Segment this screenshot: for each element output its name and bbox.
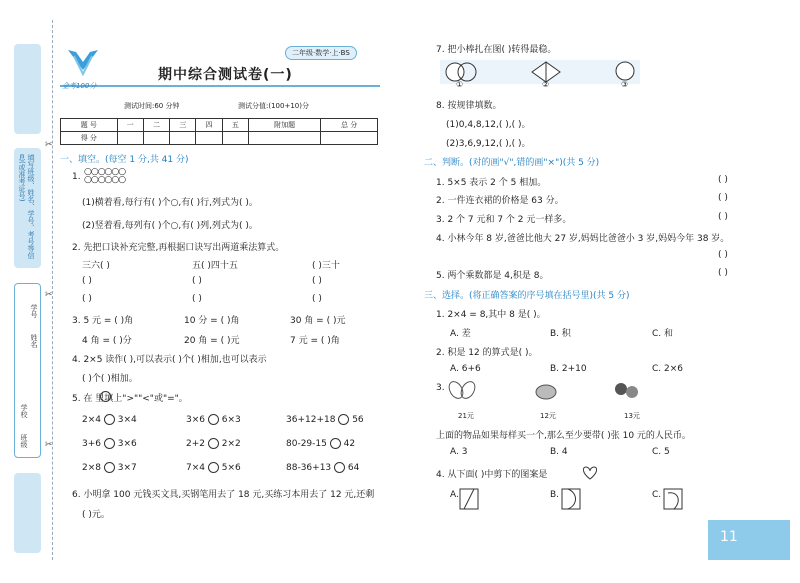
judge-item: 5. 两个乘数都是 4,积是 8。 <box>436 271 549 281</box>
q5-row <box>82 414 137 425</box>
c3-price: 12元 <box>540 412 556 420</box>
judge-paren[interactable]: ( ) <box>718 268 728 278</box>
cut-icon: ✂ <box>45 290 53 300</box>
q2-cell: ( ) <box>192 276 202 286</box>
q5-expr: 3×7 <box>117 463 137 473</box>
q7-label: ② <box>542 80 550 89</box>
score-cell[interactable] <box>117 132 143 145</box>
compare-circle[interactable] <box>104 414 115 425</box>
judge-item: 1. 5×5 表示 2 个 5 相加。 <box>436 178 547 188</box>
score-cell: 得 分 <box>61 132 118 145</box>
q5: 5. 在 里填上">""<"或"="。 <box>72 394 188 404</box>
q5-row <box>286 414 364 425</box>
c3-option[interactable]: A. 3 <box>450 447 468 457</box>
side-label-school: 学校 <box>20 404 28 418</box>
judge-paren[interactable]: ( ) <box>718 175 728 185</box>
c4-option[interactable]: C. <box>652 490 662 500</box>
judge-paren[interactable]: ( ) <box>718 250 728 260</box>
q1-number: 1. <box>72 172 81 182</box>
q1b: (2)竖着看,每列有( )个○,有( )列,列式为( )。 <box>82 221 258 231</box>
c4-shape-b <box>560 487 582 511</box>
q5-expr: 3×6 <box>186 415 205 425</box>
c3: 3. <box>436 383 445 393</box>
section-fill-in: 一、填空。(每空 1 分,共 41 分) <box>60 155 189 165</box>
q7-label: ③ <box>621 80 629 89</box>
q4a: 4. 2×5 读作( ),可以表示( )个( )相加,也可以表示 <box>72 355 267 365</box>
compare-circle[interactable] <box>104 462 115 473</box>
q5-expr: 88-36+13 <box>286 463 332 473</box>
c2-option[interactable]: C. 2×6 <box>652 364 683 374</box>
side-box-2 <box>14 148 41 268</box>
c1-option[interactable]: C. 和 <box>652 329 674 339</box>
q3-item: 3. 5 元 = ( )角 <box>72 316 134 326</box>
side-info-box <box>14 283 41 458</box>
q3-item: 20 角 = ( )元 <box>184 336 240 346</box>
q3-item: 10 分 = ( )角 <box>184 316 240 326</box>
q5-expr: 2×2 <box>221 439 241 449</box>
q5-expr: 5×6 <box>221 463 241 473</box>
q5-expr: 64 <box>347 463 360 473</box>
q8b: (2)3,6,9,12,( ),( )。 <box>446 139 531 149</box>
score-cell[interactable] <box>170 132 196 145</box>
c3-question: 上面的物品如果每样买一个,那么至少要带( )张 10 元的人民币。 <box>436 431 691 441</box>
q5-row <box>82 462 137 473</box>
judge-item: 4. 小林今年 8 岁,爸爸比他大 27 岁,妈妈比爸爸小 3 岁,妈妈今年 38 岁。 <box>436 234 730 244</box>
q2-cell: 三六( ) <box>82 261 110 271</box>
q2-cell: ( ) <box>192 294 202 304</box>
q7: 7. 把小棒扎在图( )转得最稳。 <box>436 45 557 55</box>
compare-circle-icon <box>100 391 111 402</box>
q5-expr: 2+2 <box>186 439 205 449</box>
q2-cell: ( ) <box>82 294 92 304</box>
score-head: 三 <box>170 119 196 132</box>
score-head: 题 号 <box>61 119 118 132</box>
heart-icon <box>580 465 600 481</box>
c4-option[interactable]: B. <box>550 490 560 500</box>
c3-price: 13元 <box>624 412 640 420</box>
q7-label: ① <box>456 80 464 89</box>
compare-circle[interactable] <box>208 462 219 473</box>
section-choice: 三、选择。(将正确答案的序号填在括号里)(共 5 分) <box>424 291 630 301</box>
q8a: (1)0,4,8,12,( ),( )。 <box>446 120 531 130</box>
side-box-3 <box>14 473 41 553</box>
side-label-id: 学号 <box>30 304 38 318</box>
q5-expr: 3×6 <box>117 439 137 449</box>
q2-cell: ( )三十 <box>312 261 340 271</box>
judge-item: 3. 2 个 7 元和 7 个 2 元一样多。 <box>436 215 572 225</box>
q5-expr: 6×3 <box>221 415 241 425</box>
side-note: 填写班级、姓名、学号、考号等信息(或准考证号) <box>18 154 35 259</box>
q2-cell: ( ) <box>312 294 322 304</box>
c4-shape-a <box>458 487 480 511</box>
compare-circle[interactable] <box>208 414 219 425</box>
score-head: 四 <box>196 119 222 132</box>
q5-expr: 7×4 <box>186 463 205 473</box>
judge-paren[interactable]: ( ) <box>718 193 728 203</box>
q5-row <box>82 438 137 449</box>
grade-tag: 二年级·数学·上·BS <box>285 46 357 60</box>
q5-expr: 42 <box>343 439 356 449</box>
score-cell[interactable] <box>321 132 378 145</box>
c4-shape-c <box>662 487 684 511</box>
compare-circle[interactable] <box>208 438 219 449</box>
q3-item: 7 元 = ( )角 <box>290 336 340 346</box>
q5-expr: 2×8 <box>82 463 101 473</box>
circle-grid: ○○○○○○ ○○○○○○ <box>84 167 126 185</box>
q6a: 6. 小明拿 100 元钱买文具,买钢笔用去了 18 元,买练习本用去了 12 元,还剩 <box>72 490 375 500</box>
c2-option[interactable]: B. 2+10 <box>550 364 587 374</box>
compare-circle[interactable] <box>330 438 341 449</box>
c2-option[interactable]: A. 6+6 <box>450 364 481 374</box>
page-title: 期中综合测试卷(一) <box>158 67 293 83</box>
q5-expr: 56 <box>352 415 364 425</box>
logo-icon <box>64 46 102 82</box>
c3-items <box>446 380 656 410</box>
q2: 2. 先把口诀补充完整,再根据口诀写出两道乘法算式。 <box>72 243 285 253</box>
q5-row <box>186 438 241 449</box>
compare-circle[interactable] <box>338 414 349 425</box>
q5-row <box>186 414 241 425</box>
binding-margin <box>0 18 46 566</box>
c1-option[interactable]: B. 积 <box>550 329 571 339</box>
q4b: ( )个( )相加。 <box>82 374 138 384</box>
q3-item: 30 角 = ( )元 <box>290 316 346 326</box>
score-head: 五 <box>222 119 248 132</box>
q5-row <box>286 438 355 449</box>
score-table <box>60 118 378 145</box>
q5-expr: 3+6 <box>82 439 101 449</box>
c1: 1. 2×4 = 8,其中 8 是( )。 <box>436 310 546 320</box>
side-label-class: 班级 <box>20 434 28 448</box>
c3-option[interactable]: C. 5 <box>652 447 670 457</box>
q5-expr: 36+12+18 <box>286 415 336 425</box>
score-cell[interactable] <box>196 132 222 145</box>
score-head: 总 分 <box>321 119 378 132</box>
compare-circle[interactable] <box>104 438 115 449</box>
q5-expr: 2×4 <box>82 415 101 425</box>
q1a: (1)横着看,每行有( )个○,有( )行,列式为( )。 <box>82 198 258 208</box>
side-box-1 <box>14 44 41 134</box>
cut-icon: ✂ <box>45 140 53 150</box>
q5-row <box>286 462 359 473</box>
c3-option[interactable]: B. 4 <box>550 447 568 457</box>
c3-price: 21元 <box>458 412 474 420</box>
c2: 2. 积是 12 的算式是( )。 <box>436 348 538 358</box>
section-judge: 二、判断。(对的画"√",错的画"×")(共 5 分) <box>424 158 600 168</box>
q3-item: 4 角 = ( )分 <box>82 336 132 346</box>
logo-text: 金考100分 <box>62 82 97 90</box>
q6b: ( )元。 <box>82 510 110 520</box>
page-number: 11 <box>708 520 790 560</box>
q5-row <box>186 462 241 473</box>
score-cell[interactable] <box>249 132 321 145</box>
compare-circle[interactable] <box>334 462 345 473</box>
score-cell[interactable] <box>222 132 248 145</box>
q5-expr: 3×4 <box>117 415 137 425</box>
judge-paren[interactable]: ( ) <box>718 212 728 222</box>
score-cell[interactable] <box>143 132 169 145</box>
score-head: 二 <box>143 119 169 132</box>
q2-cell: ( ) <box>82 276 92 286</box>
test-score: 测试分值:(100+10)分 <box>238 102 309 110</box>
q2-cell: 五( )四十五 <box>192 261 238 271</box>
score-head: 一 <box>117 119 143 132</box>
q2-cell: ( ) <box>312 276 322 286</box>
q8: 8. 按规律填数。 <box>436 101 502 111</box>
side-label-name: 姓名 <box>30 334 38 348</box>
c4: 4. 从下面( )中剪下的图案是 <box>436 470 548 480</box>
c1-option[interactable]: A. 差 <box>450 329 471 339</box>
judge-item: 2. 一件连衣裙的价格是 63 分。 <box>436 196 564 206</box>
score-head: 附加题 <box>249 119 321 132</box>
test-time: 测试时间:60 分钟 <box>124 102 180 110</box>
q7-figures <box>440 58 640 92</box>
cut-icon: ✂ <box>45 440 53 450</box>
q5-expr: 80-29-15 <box>286 439 327 449</box>
c4-option[interactable]: A. <box>450 490 459 500</box>
